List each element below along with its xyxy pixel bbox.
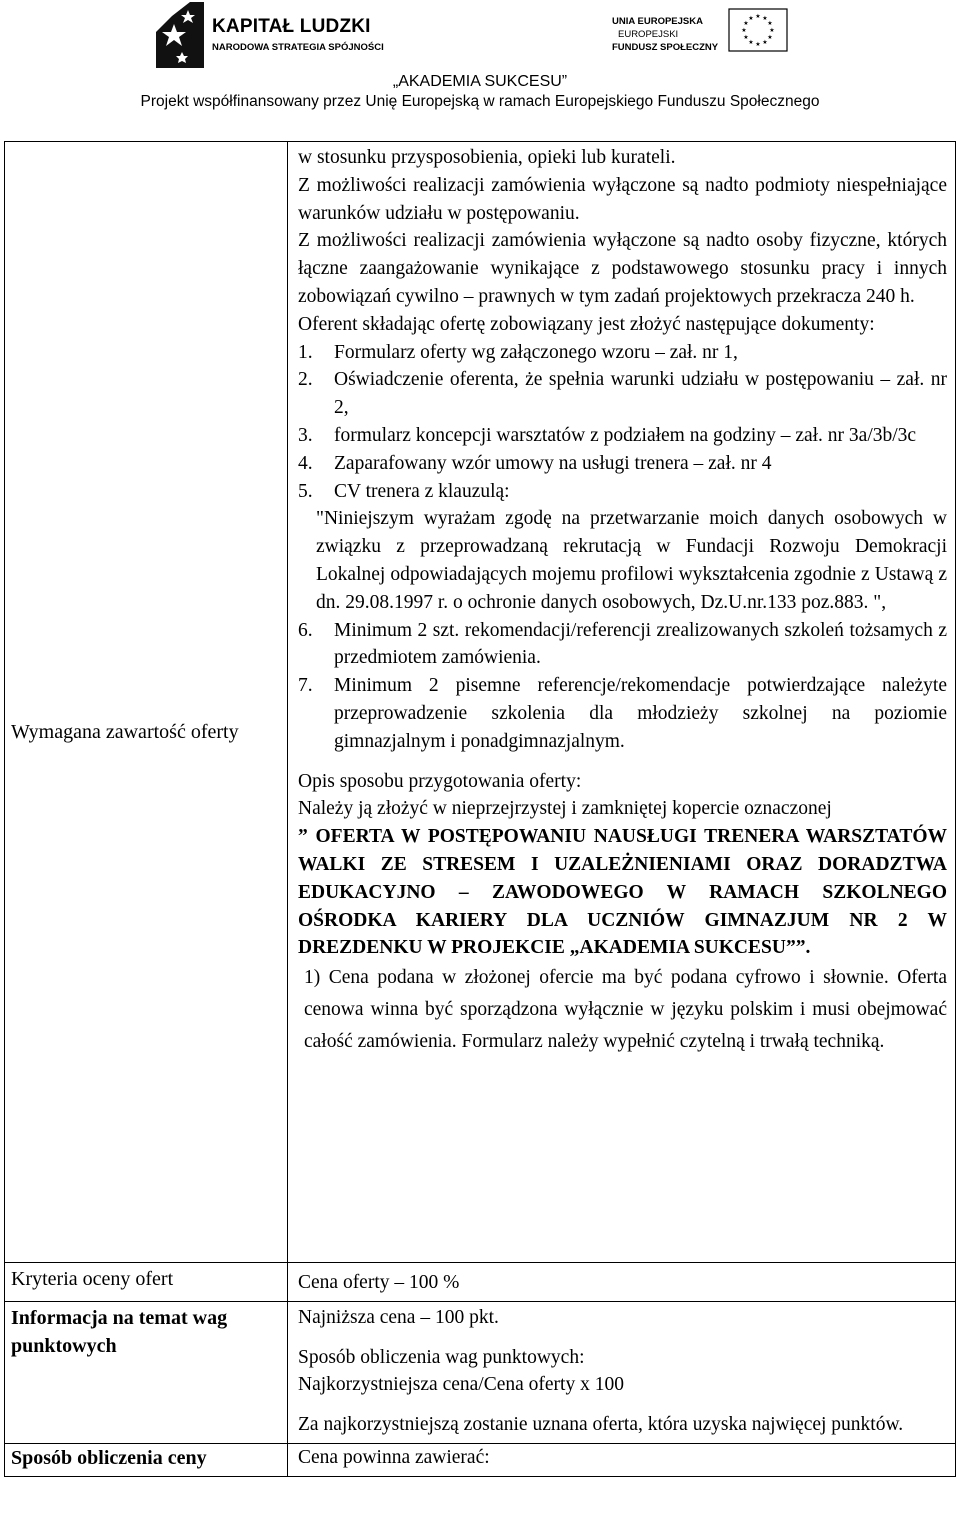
row-value: Cena powinna zawierać: <box>298 1446 490 1468</box>
kapital-ludzki-mark-icon <box>152 2 204 68</box>
svg-text:★: ★ <box>748 39 754 46</box>
paragraph: Najniższa cena – 100 pkt. <box>298 1306 499 1328</box>
svg-text:★: ★ <box>748 15 754 22</box>
svg-text:★: ★ <box>767 20 773 27</box>
paragraph: Najkorzystniejsza cena/Cena oferty x 100 <box>298 1374 624 1396</box>
row-value: Cena oferty – 100 % <box>298 1272 460 1293</box>
svg-text:★: ★ <box>743 20 749 27</box>
label-cell <box>5 142 288 1263</box>
section-title: Opis sposobu przygotowania oferty: <box>298 770 582 792</box>
price-paragraph: 1) Cena podana w złożonej ofercie ma być podana cyfrowo i słownie. Oferta cenowa winna być sporządzona wyłącznie w języku polskim i musi obejmować całość zamówienia. Formularz należy wypełnić czytelną i trwałą techniką. <box>304 967 947 1053</box>
list-item: 6. Minimum 2 szt. rekomendacji/referencji zrealizowanych szkoleń tożsamych z przedmiotem zamówienia. <box>298 617 947 673</box>
project-subtitle: Projekt współfinansowany przez Unię Europejską w ramach Europejskiego Funduszu Społecznego <box>140 93 820 110</box>
list-item: 7. Minimum 2 pisemne referencje/rekomendacje potwierdzające należyte przeprowadzenie szkolenia dla młodzieży szkolnej na poziomie gimnazjalnym i ponadgimnazjalnym. <box>298 672 947 755</box>
content-cell <box>288 142 956 1263</box>
content-cell <box>288 1443 956 1476</box>
paragraph: Za najkorzystniejszą zostanie uznana oferta, która uzyska najwięcej punktów. <box>298 1414 904 1436</box>
svg-text:★: ★ <box>767 34 773 41</box>
eu-line-2: EUROPEJSKI <box>618 29 679 40</box>
row-informacja-wagi <box>5 1301 956 1443</box>
kl-title: KAPITAŁ LUDZKI <box>212 16 371 37</box>
paragraph: Z możliwości realizacji zamówienia wyłączone są nadto osoby fizyczne, których łączne zaangażowanie wynikające z podstawowego stosunku pracy i innych zobowiązań cywilno – prawnych w tym zadań projektowych przekracza 240 h. <box>298 230 947 307</box>
eu-text <box>612 15 718 54</box>
svg-text:★: ★ <box>741 27 747 34</box>
paragraph: Oferent składając ofertę zobowiązany jest złożyć następujące dokumenty: <box>298 313 875 335</box>
list-item: 2. Oświadczenie oferenta, że spełnia warunki udziału w postępowaniu – zał. nr 2, <box>298 366 947 422</box>
row-label: Kryteria oceny ofert <box>11 1268 174 1290</box>
list-item-text: formularz koncepcji warsztatów z podziałem na godziny – zał. nr 3a/3b/3c <box>334 424 917 446</box>
paragraph: w stosunku przysposobienia, opieki lub kurateli. <box>298 147 676 168</box>
list-item-text: Minimum 2 szt. rekomendacji/referencji zrealizowanych szkoleń tożsamych z przedmiotem zamówienia. <box>334 619 947 669</box>
eu-line-1: UNIA EUROPEJSKA <box>612 16 703 27</box>
row-wymagana-zawartosc <box>5 142 956 1263</box>
row-label: Sposób obliczenia ceny <box>11 1446 207 1469</box>
label-cell <box>5 1263 288 1302</box>
content-cell <box>288 1301 956 1443</box>
project-title: „AKADEMIA SUKCESU” <box>392 73 568 90</box>
row-label: Wymagana zawartość oferty <box>11 721 239 743</box>
svg-text:★: ★ <box>769 27 775 34</box>
label-cell <box>5 1301 288 1443</box>
list-item: 4. Zaparafowany wzór umowy na usługi trenera – zał. nr 4 <box>298 450 947 478</box>
list-item-text: CV trenera z klauzulą: <box>334 480 510 502</box>
paragraph: Sposób obliczenia wag punktowych: <box>298 1346 585 1368</box>
svg-text:★: ★ <box>743 34 749 41</box>
kapital-ludzki-logo <box>152 2 382 68</box>
row-kryteria-oceny <box>5 1263 956 1302</box>
list-item: 1. Formularz oferty wg załączonego wzoru – zał. nr 1, <box>298 339 947 367</box>
svg-text:★: ★ <box>762 15 768 22</box>
kl-subtitle: NARODOWA STRATEGIA SPÓJNOŚCI <box>212 42 384 53</box>
eu-logo <box>612 8 792 58</box>
svg-text:★: ★ <box>762 39 768 46</box>
svg-text:★: ★ <box>755 41 761 48</box>
list-item-text: Zaparafowany wzór umowy na usługi trenera – zał. nr 4 <box>334 452 772 474</box>
content-cell <box>288 1263 956 1302</box>
envelope-label: ” OFERTA W POSTĘPOWANIU NAUSŁUGI TRENERA WARSZTATÓW WALKI ZE STRESEM I UZALEŻNIENIAMI ORAZ DORADZTWA EDUKACYJNO – ZAWODOWEGO W RAMACH SZKOLNEGO OŚRODKA KARIERY DLA UCZNIÓW GIMNAZJUM NR 2 W DREZDENKU W PROJEKCIE „AKADEMIA SUKCESU””. <box>298 826 947 959</box>
list-item-text: Oświadczenie oferenta, że spełnia warunki udziału w postępowaniu – zał. nr 2, <box>334 369 947 419</box>
list-item: 5. CV trenera z klauzulą: <box>298 478 947 506</box>
list-item-text: Formularz oferty wg załączonego wzoru – zał. nr 1, <box>334 341 738 363</box>
svg-text:★: ★ <box>755 13 761 20</box>
label-cell <box>5 1443 288 1476</box>
paragraph: Należy ją złożyć w nieprzejrzystej i zamkniętej kopercie oznaczonej <box>298 798 832 820</box>
list-item: 3. formularz koncepcji warsztatów z podziałem na godziny – zał. nr 3a/3b/3c <box>298 422 947 450</box>
eu-line-3: FUNDUSZ SPOŁECZNY <box>612 42 719 53</box>
list-item-text: Minimum 2 pisemne referencje/rekomendacje potwierdzające należyte przeprowadzenie szkolenia dla młodzieży szkolnej na poziomie gimnazjalnym i ponadgimnazjalnym. <box>334 675 947 752</box>
consent-clause: "Niniejszym wyrażam zgodę na przetwarzanie moich danych osobowych w związku z przeprowadzaną rekrutacją w Fundacji Rozwoju Demokracji Lokalnej odpowiadających mojemu profilowi wykształcenia zgodnie z Ustawą z dn. 29.08.1997 r. o ochronie danych osobowych, Dz.U.nr.133 poz.883. ", <box>316 508 947 613</box>
offer-requirements-table <box>4 141 956 1477</box>
row-sposob-obliczenia-ceny <box>5 1443 956 1476</box>
eu-flag-icon <box>728 8 788 52</box>
paragraph: Z możliwości realizacji zamówienia wyłączone są nadto podmioty niespełniające warunków udziału w postępowaniu. <box>298 174 947 224</box>
row-label: Informacja na temat wag punktowych <box>11 1306 228 1357</box>
page-header <box>0 0 960 130</box>
